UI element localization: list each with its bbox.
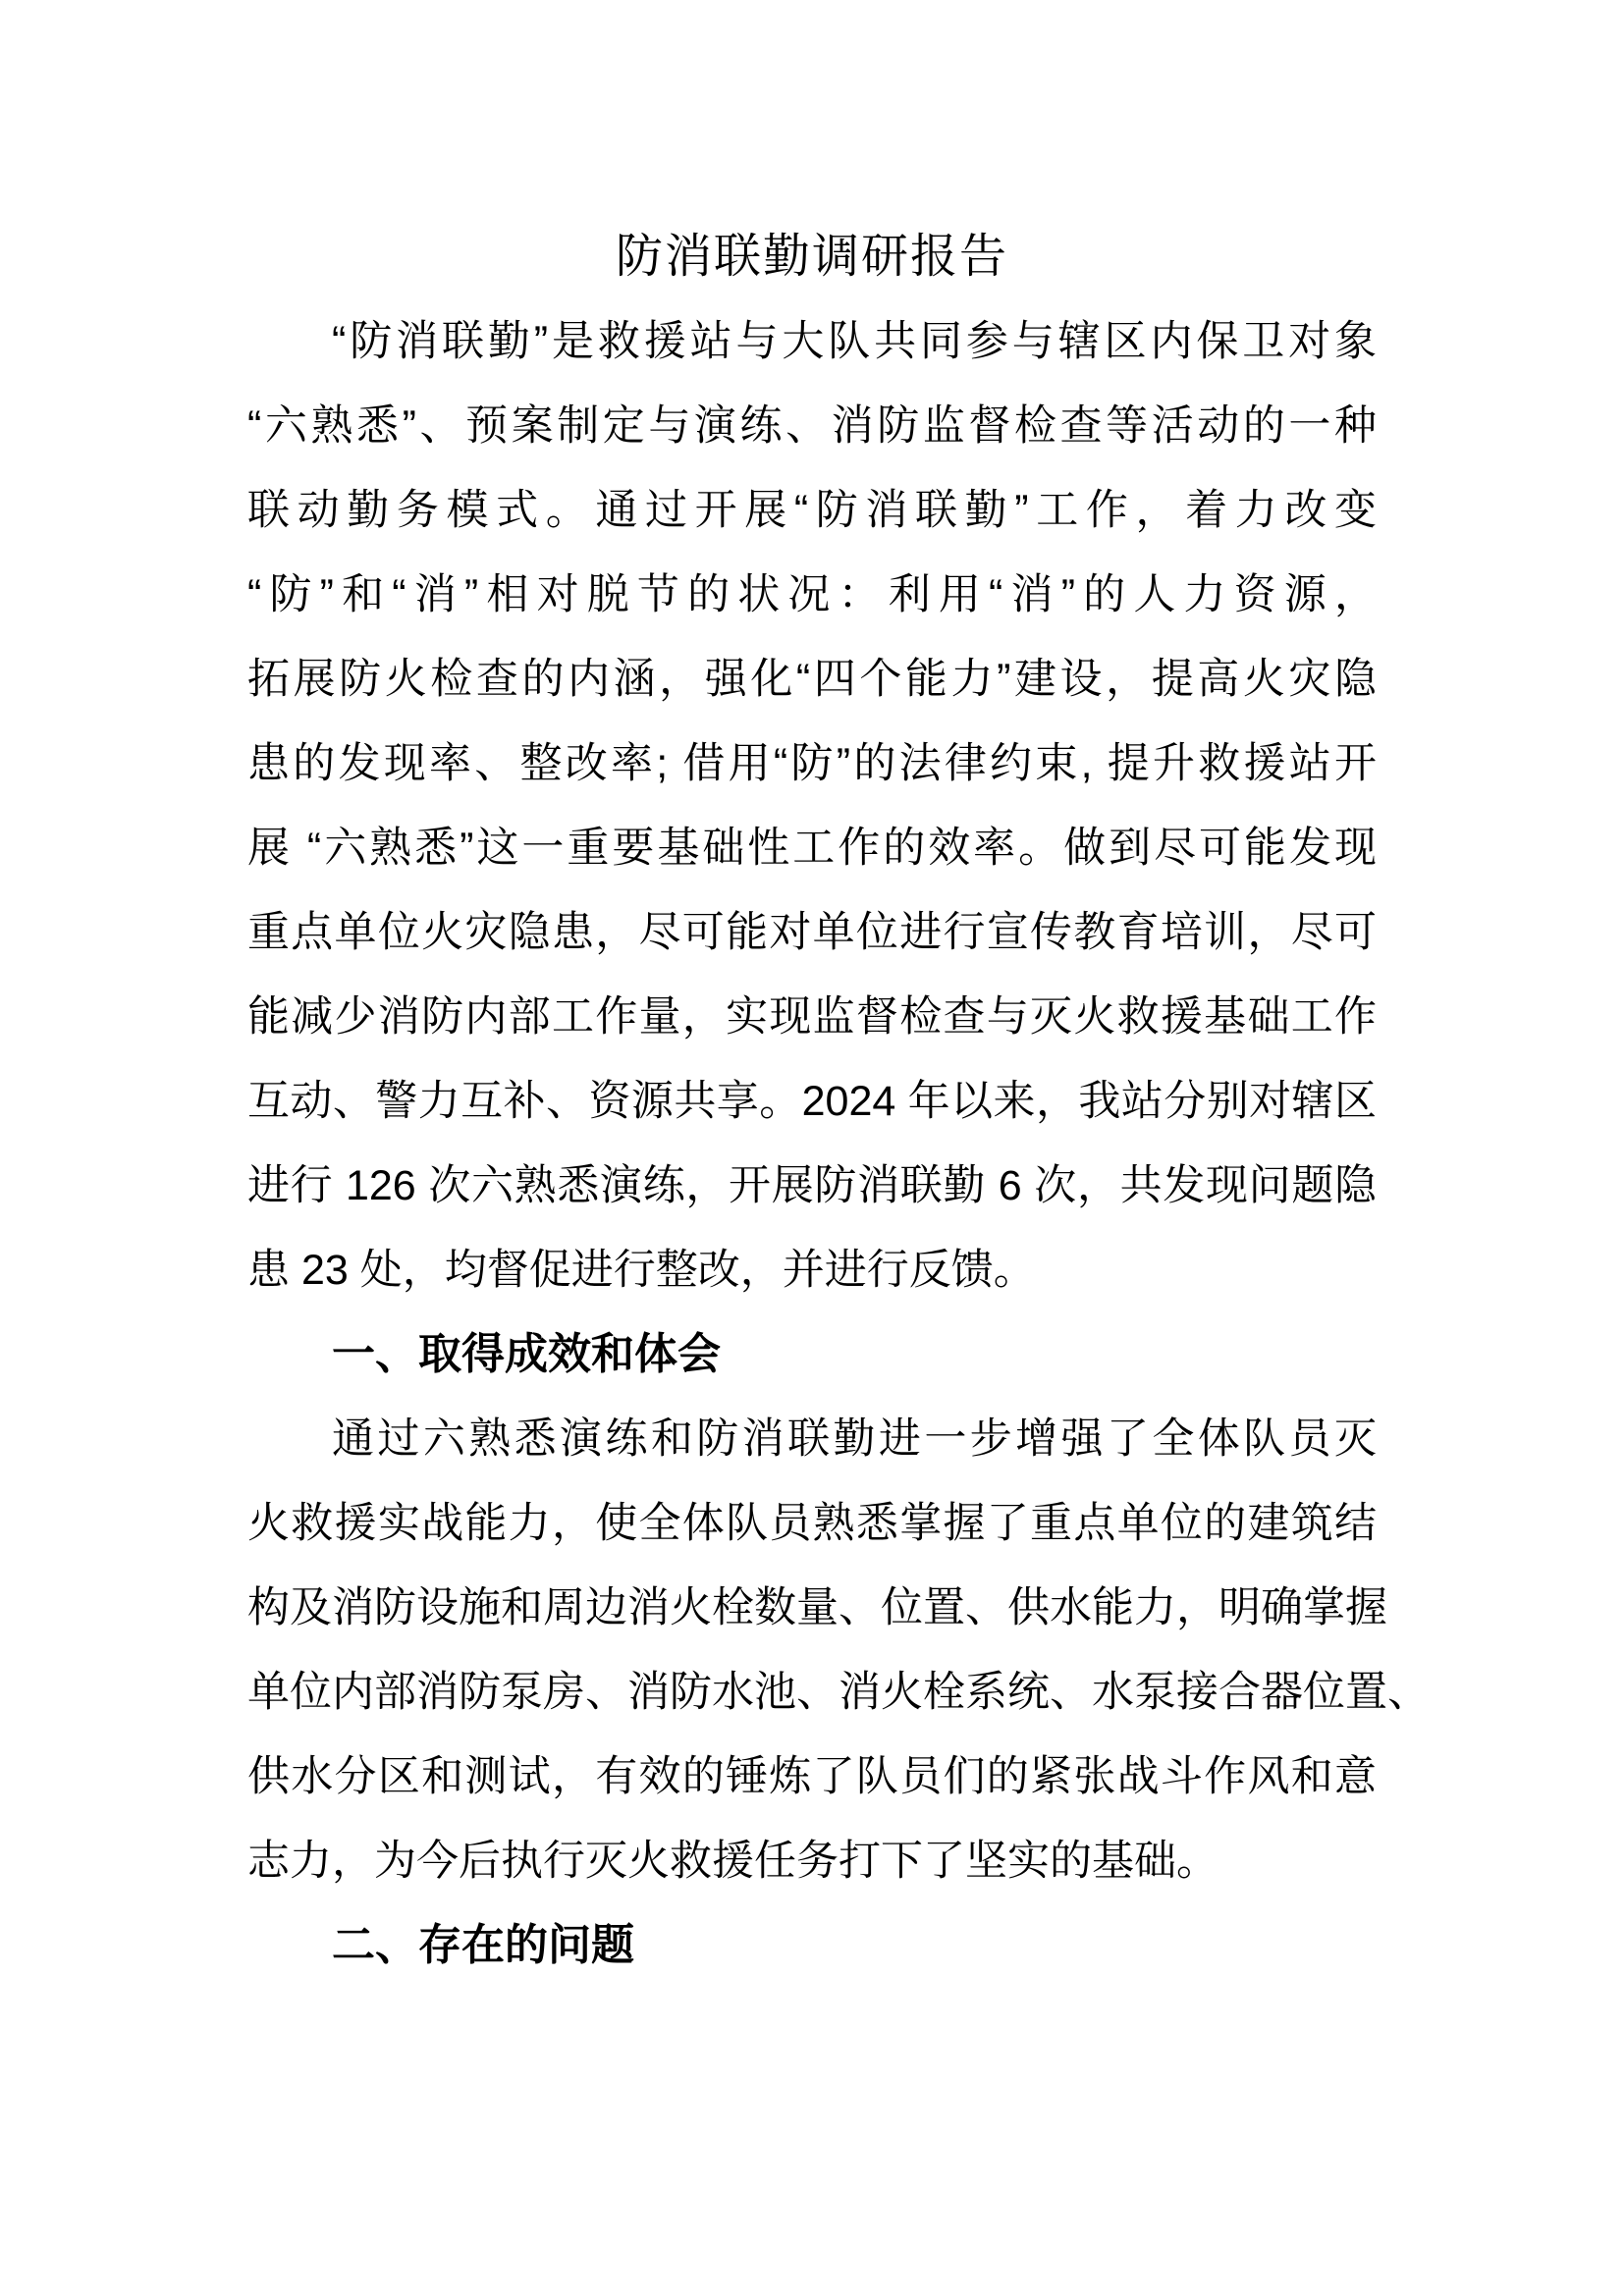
paragraph-line: 志力，为今后执行灭火救援任务打下了坚实的基础。 bbox=[247, 1838, 1218, 1885]
paragraph-line: 单位内部消防泵房、消防水池、消火栓系统、水泵接合器位置、 bbox=[247, 1669, 1430, 1716]
paragraph-line: 供水分区和测试，有效的锤炼了队员们的紧张战斗作风和意 bbox=[247, 1753, 1377, 1800]
document-title: 防消联勤调研报告 bbox=[615, 231, 1008, 283]
paragraph-line: 通过六熟悉演练和防消联勤进一步增强了全体队员灭 bbox=[332, 1415, 1377, 1463]
paragraph-line: 拓展防火检查的内涵，强化“四个能力”建设，提高火灾隐 bbox=[247, 656, 1377, 703]
paragraph-line: 患 23 处，均督促进行整改，并进行反馈。 bbox=[247, 1247, 1036, 1294]
section-heading: 一、取得成效和体会 bbox=[332, 1330, 721, 1378]
paragraph-line: 能减少消防内部工作量，实现监督检查与灭火救援基础工作 bbox=[247, 993, 1377, 1041]
paragraph-line: 展 “六熟悉”这一重要基础性工作的效率。做到尽可能发现 bbox=[247, 825, 1377, 872]
paragraph-line: 进行 126 次六熟悉演练，开展防消联勤 6 次，共发现问题隐 bbox=[247, 1162, 1377, 1209]
document-body bbox=[247, 299, 1430, 1988]
paragraph-line: 患的发现率、整改率; 借用“防”的法律约束, 提升救援站开 bbox=[247, 740, 1377, 787]
document-content bbox=[247, 215, 1430, 1988]
body-paragraph bbox=[247, 299, 1377, 1312]
paragraph-line: 互动、警力互补、资源共享。2024 年以来，我站分别对辖区 bbox=[247, 1078, 1377, 1125]
paragraph-line: 构及消防设施和周边消火栓数量、位置、供水能力，明确掌握 bbox=[247, 1584, 1387, 1631]
body-paragraph bbox=[247, 1397, 1430, 1903]
paragraph-line: “防消联勤”是救援站与大队共同参与辖区内保卫对象 bbox=[332, 318, 1377, 365]
paragraph-line: 联动勤务模式。通过开展“防消联勤”工作，着力改变 bbox=[247, 487, 1377, 534]
paragraph-line: “六熟悉”、预案制定与演练、消防监督检查等活动的一种 bbox=[247, 402, 1377, 450]
paragraph-line: 火救援实战能力，使全体队员熟悉掌握了重点单位的建筑结 bbox=[247, 1500, 1377, 1547]
section-heading: 二、存在的问题 bbox=[332, 1921, 634, 1969]
paragraph-line: “防”和“消”相对脱节的状况：利用“消”的人力资源， bbox=[247, 571, 1377, 618]
paragraph-line: 重点单位火灾隐患，尽可能对单位进行宣传教育培训，尽可 bbox=[247, 909, 1377, 956]
